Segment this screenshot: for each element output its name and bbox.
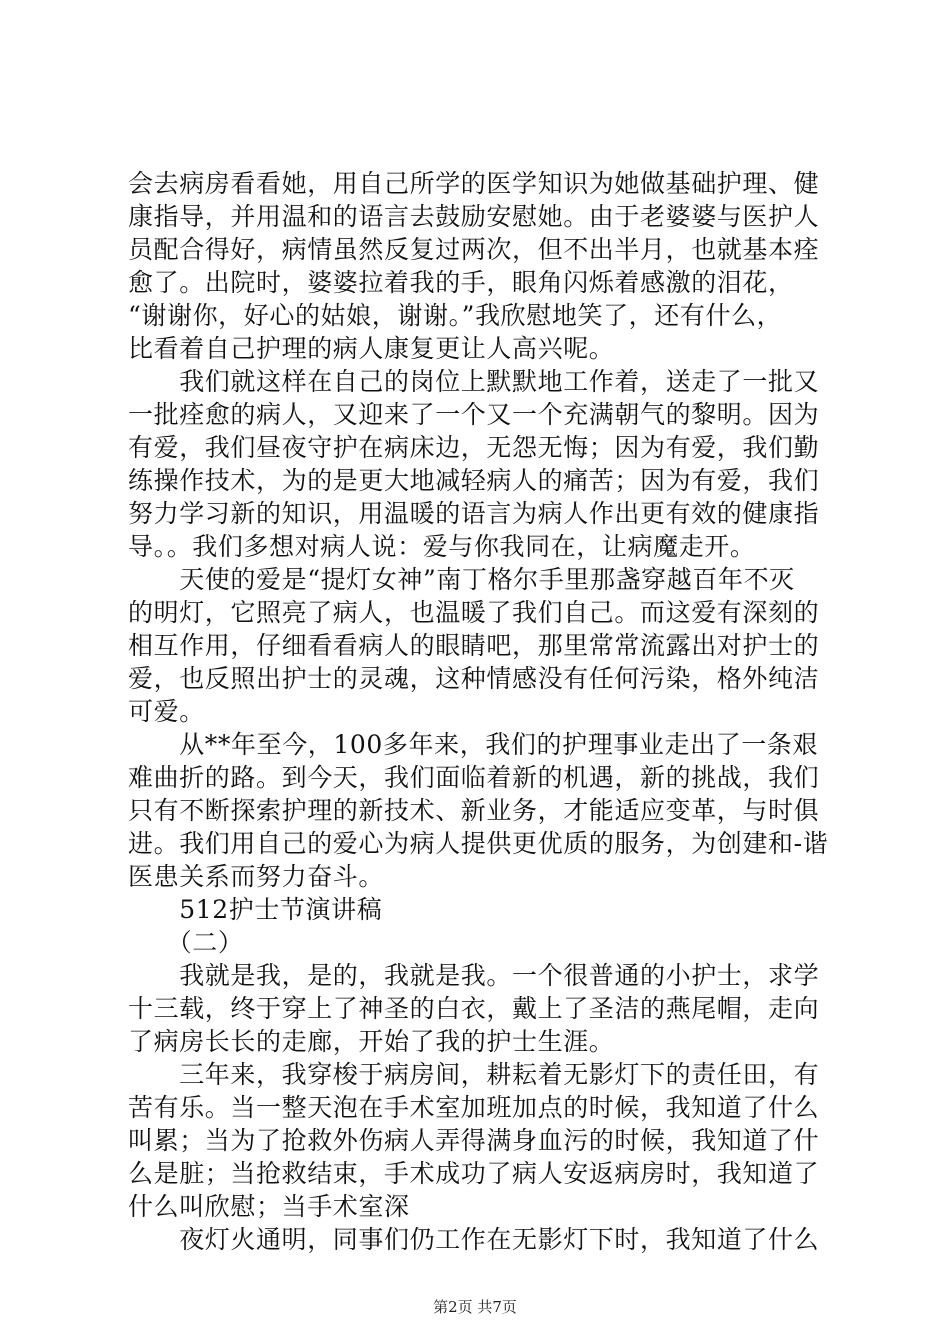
text-line: 十三载，终于穿上了神圣的白衣，戴上了圣洁的燕尾帽，走向 (128, 994, 820, 1023)
text-line: 康指导，并用温和的语言去鼓励安慰她。由于老婆婆与医护人 (128, 202, 820, 231)
text-line: 的明灯，它照亮了病人，也温暖了我们自己。而这爱有深刻的 (128, 598, 820, 627)
section-title: 512护士节演讲稿 (128, 895, 383, 924)
text-line: 爱，也反照出护士的灵魂，这种情感没有任何污染，格外纯洁 (128, 664, 820, 693)
text-line: 苦有乐。当一整天泡在手术室加班加点的时候，我知道了什么 (128, 1093, 820, 1122)
text-line: 相互作用，仔细看看病人的眼睛吧，那里常常流露出对护士的 (128, 631, 820, 660)
text-line: 叫累；当为了抢救外伤病人弄得满身血污的时候，我知道了什 (128, 1126, 820, 1155)
text-line: 努力学习新的知识，用温暖的语言为病人作出更有效的健康指 (128, 499, 820, 528)
text-line: 比看着自己护理的病人康复更让人高兴呢。 (128, 334, 615, 363)
text-line: 只有不断探索护理的新技术、新业务，才能适应变革，与时俱 (128, 796, 820, 825)
text-line: 有爱，我们昼夜守护在病床边，无怨无悔；因为有爱，我们勤 (128, 433, 820, 462)
text-line: 天使的爱是“提灯女神”南丁格尔手里那盏穿越百年不灭 (128, 565, 795, 594)
text-line: “谢谢你，好心的姑娘，谢谢。”我欣慰地笑了，还有什么， (128, 301, 783, 330)
text-line: 一批痊愈的病人，又迎来了一个又一个充满朝气的黎明。因为 (128, 400, 820, 429)
text-line: 我们就这样在自己的岗位上默默地工作着，送走了一批又 (128, 367, 820, 396)
text-line: 夜灯火通明，同事们仍工作在无影灯下时，我知道了什么 (128, 1225, 820, 1254)
text-line: 从**年至今，100多年来，我们的护理事业走出了一条艰 (128, 730, 819, 759)
text-line: 什么叫欣慰；当手术室深 (128, 1192, 410, 1221)
text-line: 我就是我，是的，我就是我。一个很普通的小护士，求学 (128, 961, 820, 990)
text-line: 难曲折的路。到今天，我们面临着新的机遇，新的挑战，我们 (128, 763, 820, 792)
text-line: 导。。我们多想对病人说：爱与你我同在，让病魔走开。 (128, 532, 756, 561)
text-line: 可爱。 (128, 697, 205, 726)
text-line: 愈了。出院时，婆婆拉着我的手，眼角闪烁着感激的泪花， (128, 268, 794, 297)
page-footer: 第2页 共7页 (433, 1298, 517, 1316)
text-line: 三年来，我穿梭于病房间，耕耘着无影灯下的责任田，有 (128, 1060, 820, 1089)
text-line: 员配合得好，病情虽然反复过两次，但不出半月，也就基本痊 (128, 235, 820, 264)
text-line: 医患关系而努力奋斗。 (128, 862, 385, 891)
text-line: 会去病房看看她，用自己所学的医学知识为她做基础护理、健 (128, 169, 820, 198)
text-line: 练操作技术，为的是更大地减轻病人的痛苦；因为有爱，我们 (128, 466, 820, 495)
text-line: 了病房长长的走廊，开始了我的护士生涯。 (128, 1027, 615, 1056)
text-line: 么是脏；当抢救结束，手术成功了病人安返病房时，我知道了 (128, 1159, 820, 1188)
text-line: 进。我们用自己的爱心为病人提供更优质的服务，为创建和-谐 (128, 829, 829, 858)
section-number: （二） (128, 928, 244, 957)
